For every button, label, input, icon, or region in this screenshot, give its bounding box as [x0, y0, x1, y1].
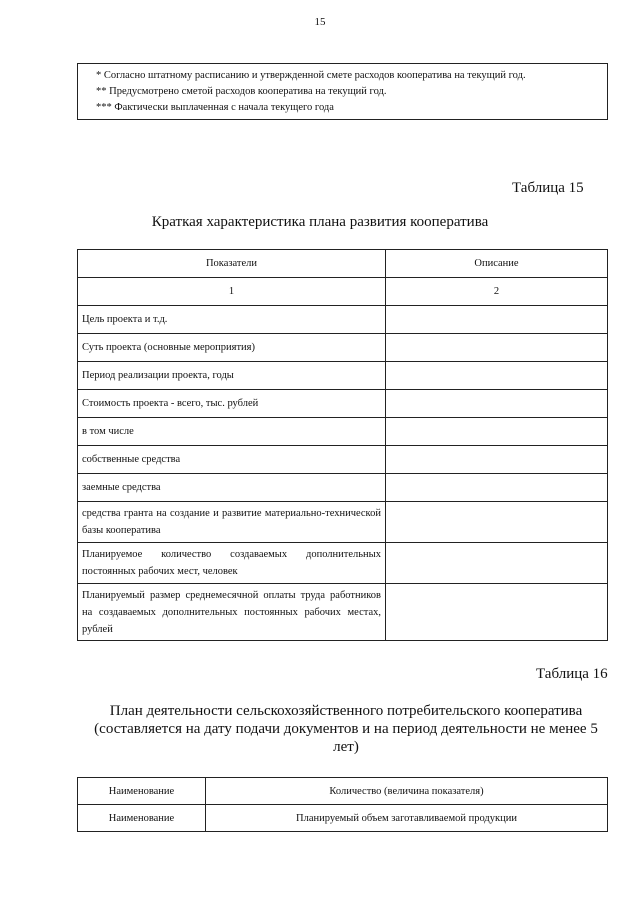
table15-row-value[interactable] [386, 306, 608, 334]
table15-row-label: заемные средства [78, 474, 386, 502]
table15-row-label: Цель проекта и т.д. [78, 306, 386, 334]
table15-row-value[interactable] [386, 362, 608, 390]
table15-row-label: собственные средства [78, 446, 386, 474]
table15-row-value[interactable] [386, 502, 608, 543]
footnotes-box [77, 63, 608, 120]
table15-row-label: в том числе [78, 418, 386, 446]
table-row [78, 584, 608, 641]
table-row [78, 418, 608, 446]
table15-colnum-1: 1 [78, 278, 386, 306]
table-row [78, 543, 608, 584]
table16-volume-cell: Планируемый объем заготавливаемой продукции [206, 805, 608, 832]
table-row [78, 805, 608, 832]
footnote-1: * Согласно штатному расписанию и утвержденной смете расходов кооператива на текущий год. [96, 70, 526, 81]
table15-header-row [78, 250, 608, 278]
table15-row-value[interactable] [386, 584, 608, 641]
table15-title: Краткая характеристика плана развития кооператива [151, 214, 489, 230]
table-row [78, 474, 608, 502]
table15-row-label: средства гранта на создание и развитие материально-технической базы кооператива [78, 502, 386, 543]
table16-title: План деятельности сельскохозяйственного потребительского кооператива (составляется на дату подачи документов и на период деятельности не менее 5 лет) [94, 703, 598, 755]
table15-row-value[interactable] [386, 390, 608, 418]
table15-label: Таблица 15 [512, 180, 584, 196]
table-row [78, 362, 608, 390]
table15-row-label: Суть проекта (основные мероприятия) [78, 334, 386, 362]
table16-quantity-header: Количество (величина показателя) [206, 778, 608, 805]
table15-row-label: Период реализации проекта, годы [78, 362, 386, 390]
page-number: 15 [314, 16, 326, 28]
table-row [78, 778, 608, 805]
table15-row-label: Планируемое количество создаваемых дополнительных постоянных рабочих мест, человек [78, 543, 386, 584]
table16-name-cell: Наименование [78, 805, 206, 832]
table15-row-value[interactable] [386, 418, 608, 446]
table16-label: Таблица 16 [536, 666, 608, 682]
table15-row-value[interactable] [386, 543, 608, 584]
table15-row-value[interactable] [386, 334, 608, 362]
table15-header-description: Описание [386, 250, 608, 278]
footnote-2: ** Предусмотрено сметой расходов кооператива на текущий год. [96, 86, 387, 97]
table16 [77, 777, 608, 832]
footnote-3: *** Фактически выплаченная с начала текущего года [96, 102, 334, 113]
table-row [78, 502, 608, 543]
table-row [78, 446, 608, 474]
table15-row-value[interactable] [386, 446, 608, 474]
table-row [78, 306, 608, 334]
table16-name-cell: Наименование [78, 778, 206, 805]
table15-row-label: Планируемый размер среднемесячной оплаты труда работников на создаваемых дополнительных постоянных рабочих местах, рублей [78, 584, 386, 641]
table15 [77, 249, 608, 641]
table15-row-label: Стоимость проекта - всего, тыс. рублей [78, 390, 386, 418]
table15-row-value[interactable] [386, 474, 608, 502]
table-row [78, 390, 608, 418]
table15-colnum-2: 2 [386, 278, 608, 306]
table15-header-indicators: Показатели [78, 250, 386, 278]
table15-colnum-row [78, 278, 608, 306]
table-row [78, 334, 608, 362]
